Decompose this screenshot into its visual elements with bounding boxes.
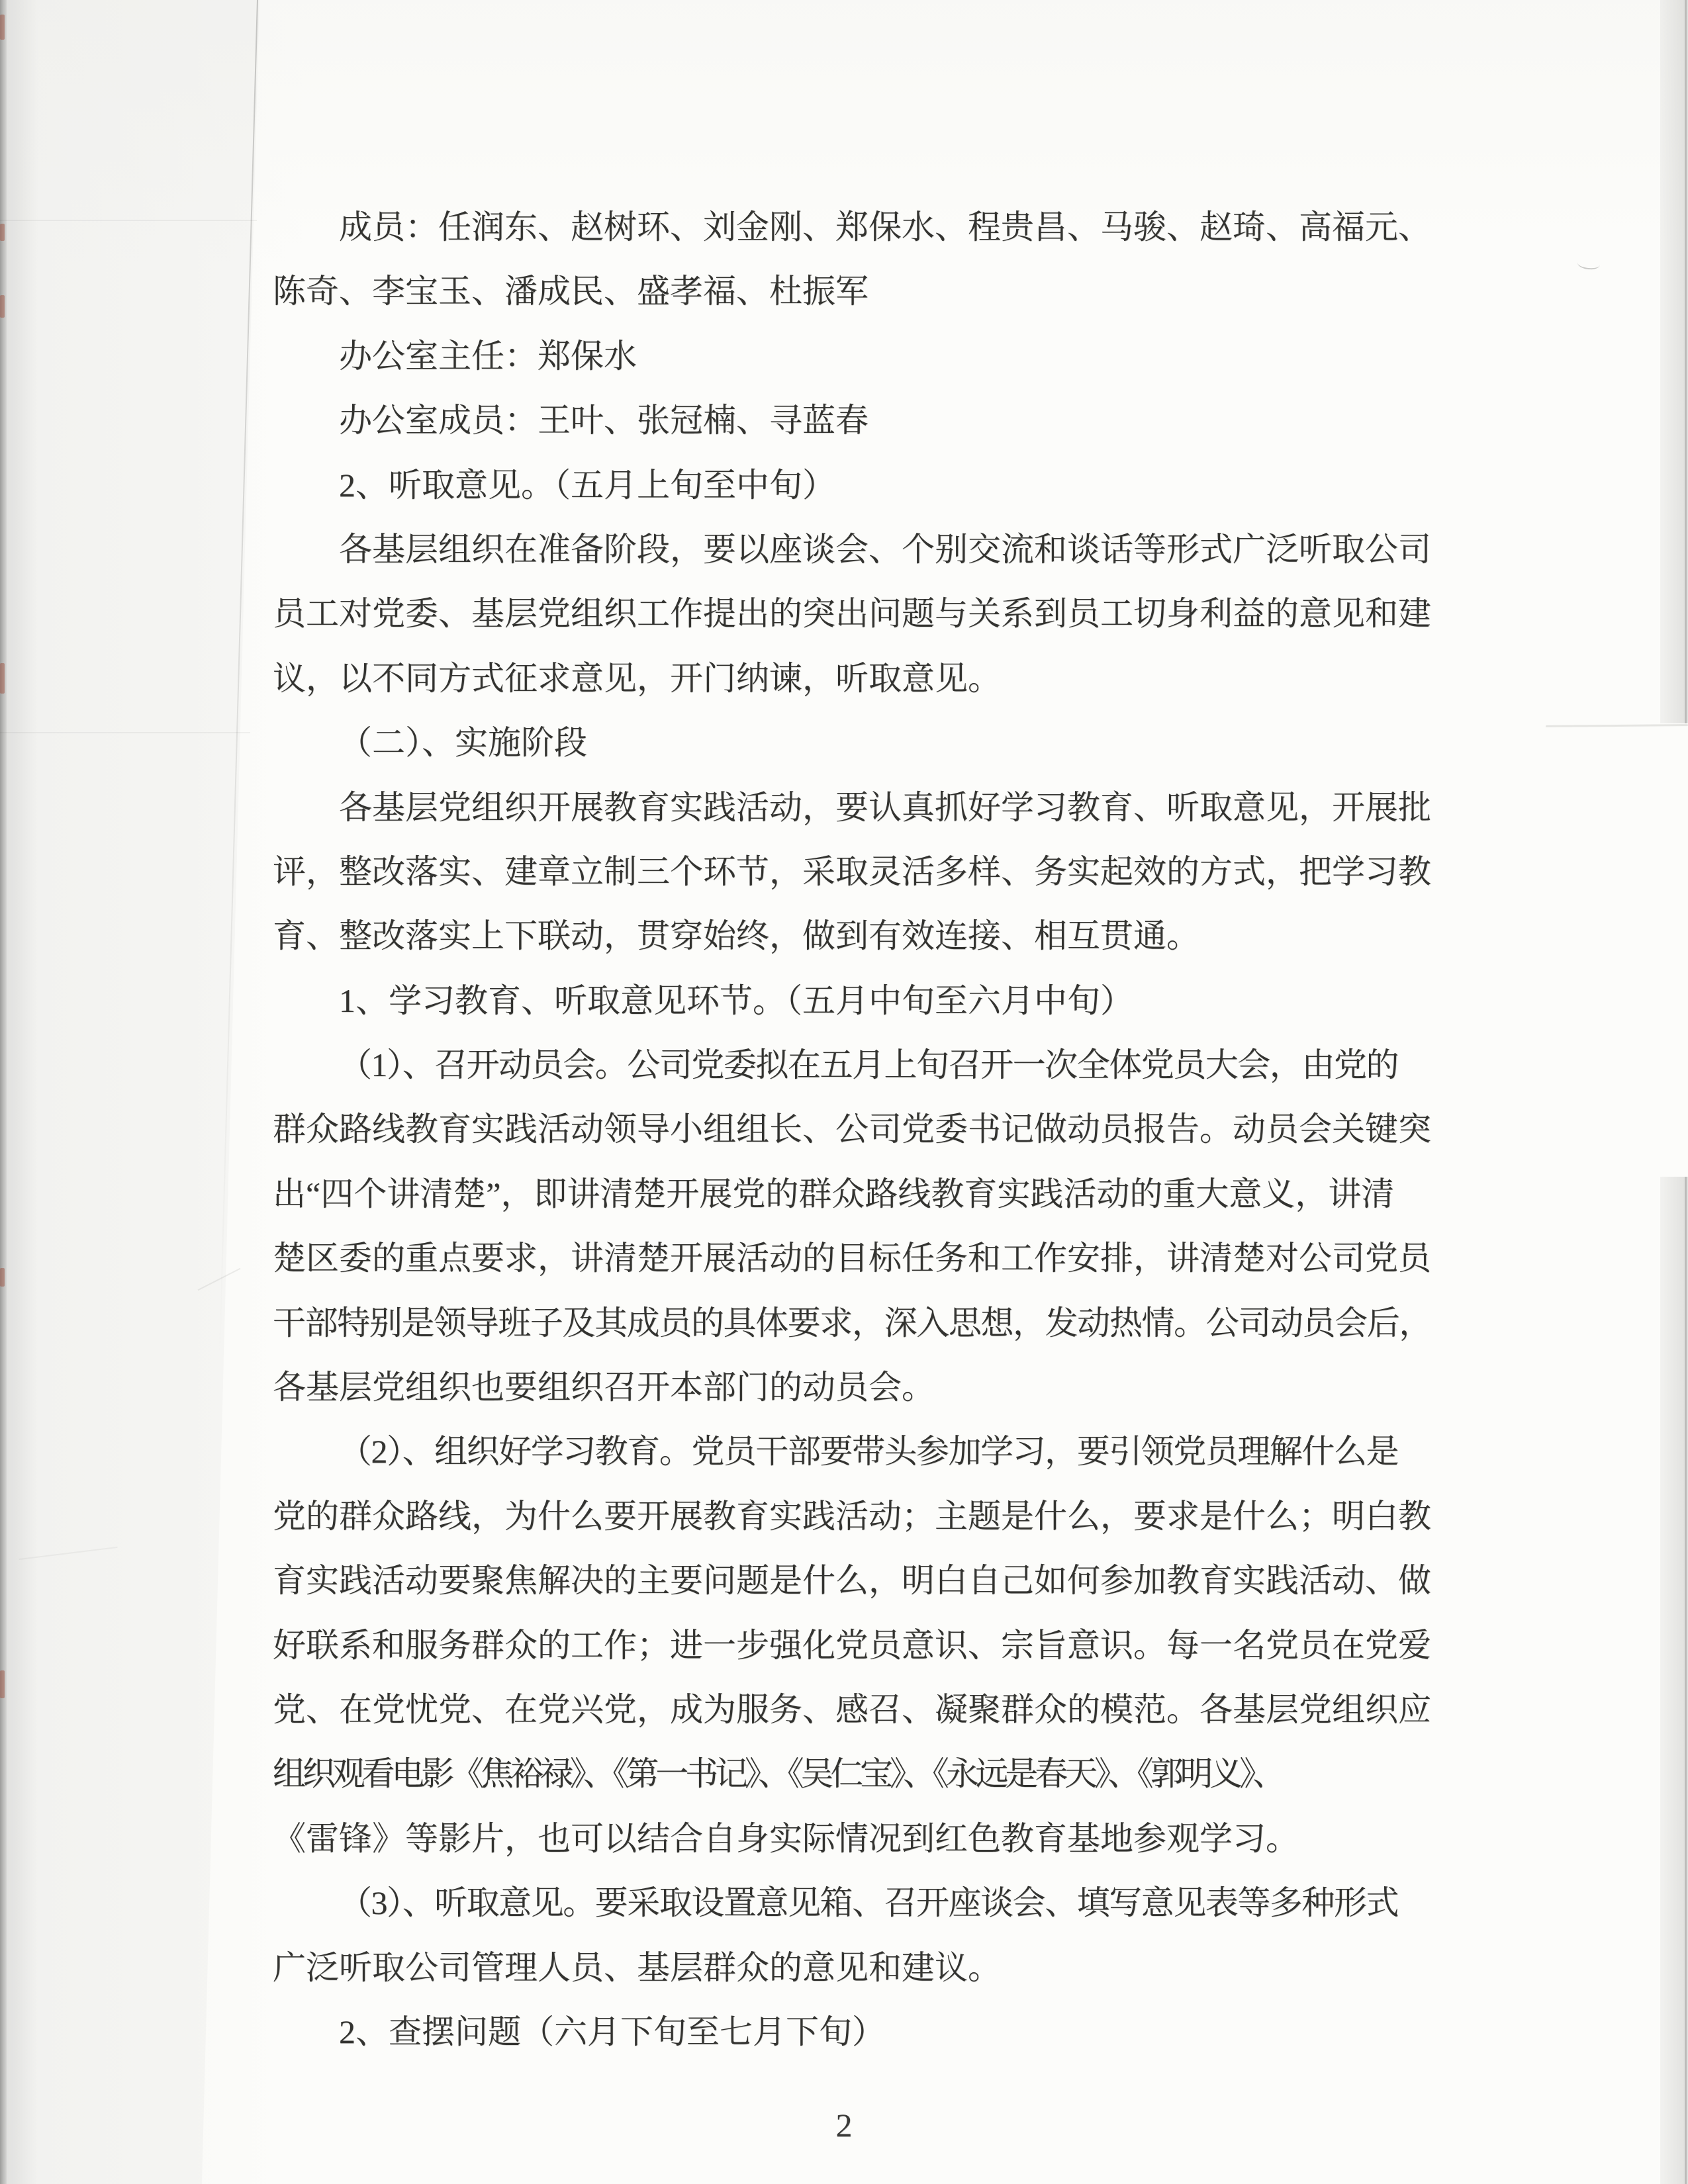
text-line: 2、听取意见。（五月上旬至中旬） (339, 466, 835, 504)
text-line: 1、学习教育、听取意见环节。（五月中旬至六月中旬） (339, 981, 1133, 1019)
scanner-curve-mark (1577, 257, 1601, 270)
text-line: 评，整改落实、建章立制三个环节，采取灵活多样、务实起效的方式，把学习教 (273, 852, 1431, 890)
text-line: 办公室成员：王叶、张冠楠、寻蓝春 (339, 402, 868, 439)
text-line: 《雷锋》等影片，也可以结合自身实际情况到红色教育基地参观学习。 (273, 1819, 1299, 1857)
text-line: 育、整改落实上下联动，贯穿始终，做到有效连接、相互贯通。 (273, 917, 1199, 955)
text-line: （1）、召开动员会。公司党委拟在五月上旬召开一次全体党员大会，由党的 (339, 1046, 1398, 1084)
red-edge-mark (0, 663, 5, 694)
text-line: 组织观看电影《焦裕禄》、《第一书记》、《吴仁宝》、《永远是春天》、《郭明义》、 (273, 1755, 1282, 1793)
right-edge-band (1660, 1177, 1688, 2184)
text-line: 2、查摆问题（六月下旬至七月下旬） (339, 2013, 885, 2050)
text-line: 各基层组织在准备阶段，要以座谈会、个别交流和谈话等形式广泛听取公司 (339, 530, 1431, 568)
crease-line (0, 732, 250, 733)
red-edge-mark (0, 224, 5, 241)
text-line: （2）、组织好学习教育。党员干部要带头参加学习，要引领党员理解什么是 (339, 1433, 1398, 1471)
text-line: 育实践活动要聚焦解决的主要问题是什么，明白自己如何参加教育实践活动、做 (273, 1562, 1431, 1600)
text-line: 各基层党组织也要组织召开本部门的动员会。 (273, 1369, 935, 1406)
text-line: 党、在党忧党、在党兴党，成为服务、感召、凝聚群众的模范。各基层党组织应 (273, 1690, 1431, 1728)
crease-line (0, 220, 257, 221)
text-line: 广泛听取公司管理人员、基层群众的意见和建议。 (273, 1948, 1001, 1986)
left-fold-wedge (0, 0, 265, 2184)
red-edge-mark (0, 295, 5, 318)
text-line: （二）、实施阶段 (339, 724, 587, 762)
document-body (273, 195, 1438, 2064)
red-edge-mark (0, 15, 5, 40)
text-line: 成员：任润东、赵树环、刘金刚、郑保水、程贵昌、马骏、赵琦、高福元、 (339, 208, 1431, 246)
right-edge-band (1660, 0, 1688, 723)
text-line: 各基层党组织开展教育实践活动，要认真抓好学习教育、听取意见，开展批 (339, 788, 1431, 826)
text-line: （3）、听取意见。要采取设置意见箱、召开座谈会、填写意见表等多种形式 (339, 1884, 1398, 1922)
text-line: 好联系和服务群众的工作；进一步强化党员意识、宗旨意识。每一名党员在党爱 (273, 1626, 1431, 1664)
red-edge-mark (0, 1268, 5, 1287)
page-number: 2 (835, 2107, 853, 2144)
text-line: 干部特别是领导班子及其成员的具体要求，深入思想，发动热情。公司动员会后， (273, 1304, 1431, 1342)
text-line: 议，以不同方式征求意见，开门纳谏，听取意见。 (273, 659, 1001, 697)
crease-line (1546, 724, 1688, 727)
text-line: 员工对党委、基层党组织工作提出的突出问题与关系到员工切身利益的意见和建 (273, 595, 1431, 633)
text-line: 办公室主任：郑保水 (339, 337, 637, 375)
text-line: 群众路线教育实践活动领导小组组长、公司党委书记做动员报告。动员会关键突 (273, 1111, 1431, 1148)
text-line: 出“四个讲清楚”，即讲清楚开展党的群众路线教育实践活动的重大意义，讲清 (273, 1175, 1395, 1212)
text-line: 党的群众路线，为什么要开展教育实践活动；主题是什么，要求是什么；明白教 (273, 1497, 1431, 1535)
red-edge-mark (0, 1670, 5, 1698)
text-line: 楚区委的重点要求，讲清楚开展活动的目标任务和工作安排，讲清楚对公司党员 (273, 1240, 1431, 1277)
text-line: 陈奇、李宝玉、潘成民、盛孝福、杜振军 (273, 273, 868, 310)
